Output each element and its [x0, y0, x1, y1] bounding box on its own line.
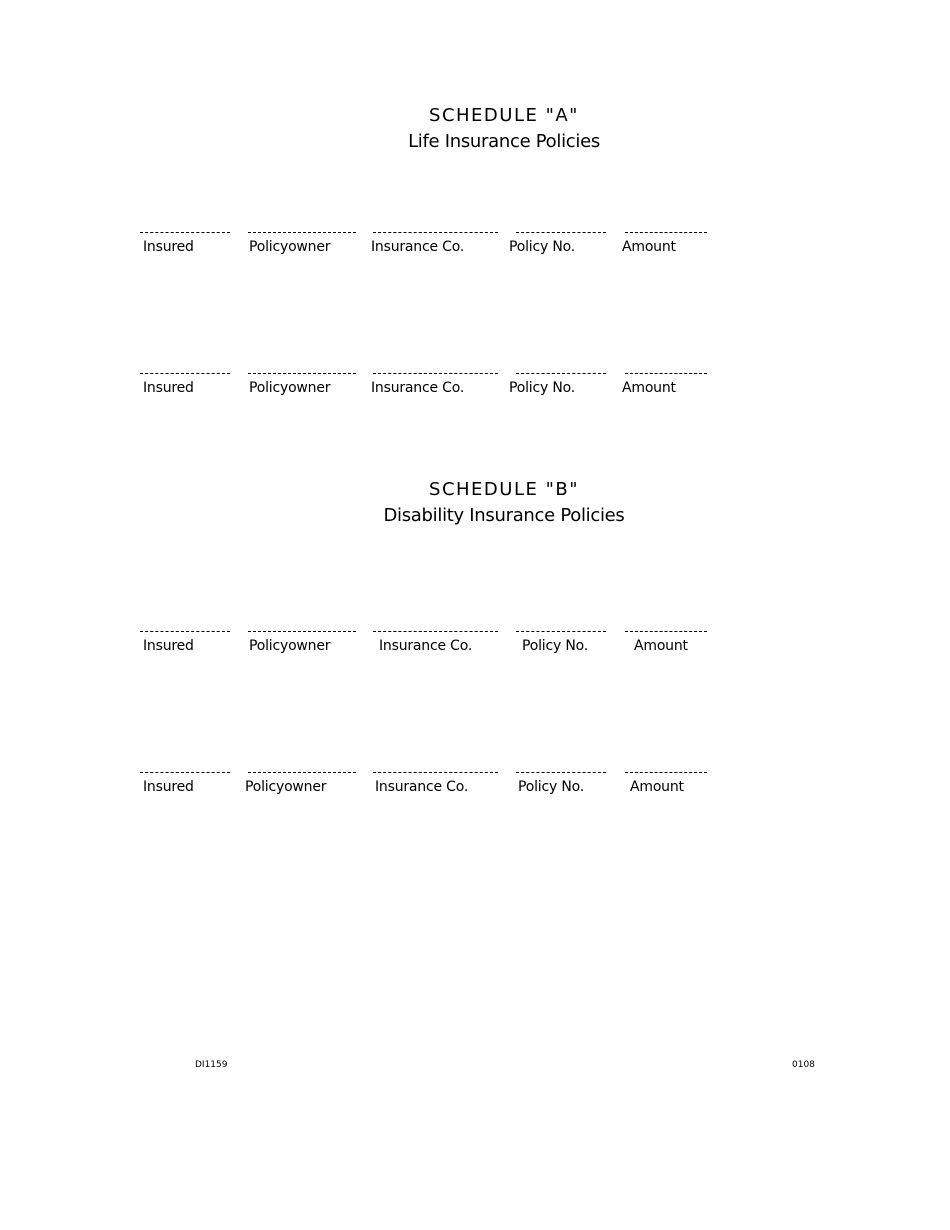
insured-blank[interactable]	[140, 772, 230, 773]
policy-no-label: Policy No.	[518, 779, 584, 795]
insured-label: Insured	[143, 638, 194, 654]
insurance-co-label: Insurance Co.	[371, 380, 465, 396]
policyowner-blank[interactable]	[248, 631, 356, 632]
insured-label: Insured	[143, 239, 194, 255]
revision-code: 0108	[792, 1060, 815, 1070]
policyowner-blank[interactable]	[248, 772, 356, 773]
policyowner-blank[interactable]	[248, 232, 356, 233]
policy-no-label: Policy No.	[522, 638, 588, 654]
amount-label: Amount	[630, 779, 684, 795]
amount-blank[interactable]	[625, 373, 707, 374]
policyowner-label: Policyowner	[249, 239, 331, 255]
schedule-b-row-1	[0, 631, 950, 671]
schedule-a-subtitle: Life Insurance Policies	[408, 131, 600, 152]
amount-label: Amount	[622, 239, 676, 255]
policy-no-blank[interactable]	[516, 373, 606, 374]
policyowner-label: Policyowner	[249, 638, 331, 654]
amount-blank[interactable]	[625, 631, 707, 632]
schedule-b-row-2	[0, 772, 950, 812]
policyowner-blank[interactable]	[248, 373, 356, 374]
schedule-a-title: SCHEDULE "A"	[429, 105, 579, 126]
policy-no-blank[interactable]	[516, 631, 606, 632]
insured-label: Insured	[143, 779, 194, 795]
policyowner-label: Policyowner	[245, 779, 327, 795]
insured-label: Insured	[143, 380, 194, 396]
schedule-a-row-2	[0, 373, 950, 413]
policy-no-blank[interactable]	[516, 772, 606, 773]
amount-label: Amount	[622, 380, 676, 396]
schedule-b-heading	[300, 477, 708, 529]
amount-blank[interactable]	[625, 772, 707, 773]
insured-blank[interactable]	[140, 631, 230, 632]
insured-blank[interactable]	[140, 232, 230, 233]
policy-no-label: Policy No.	[509, 380, 575, 396]
insurance-co-blank[interactable]	[373, 772, 498, 773]
insured-blank[interactable]	[140, 373, 230, 374]
insurance-co-blank[interactable]	[373, 631, 498, 632]
policy-no-blank[interactable]	[516, 232, 606, 233]
schedule-a-row-1	[0, 232, 950, 272]
schedule-a-heading	[300, 103, 708, 155]
policyowner-label: Policyowner	[249, 380, 331, 396]
insurance-co-label: Insurance Co.	[379, 638, 473, 654]
form-code: DI1159	[195, 1060, 228, 1070]
insurance-co-blank[interactable]	[373, 373, 498, 374]
schedule-b-subtitle: Disability Insurance Policies	[383, 505, 625, 526]
insurance-co-blank[interactable]	[373, 232, 498, 233]
amount-label: Amount	[634, 638, 688, 654]
policy-no-label: Policy No.	[509, 239, 575, 255]
schedule-b-title: SCHEDULE "B"	[429, 479, 579, 500]
insurance-co-label: Insurance Co.	[375, 779, 469, 795]
insurance-co-label: Insurance Co.	[371, 239, 465, 255]
amount-blank[interactable]	[625, 232, 707, 233]
